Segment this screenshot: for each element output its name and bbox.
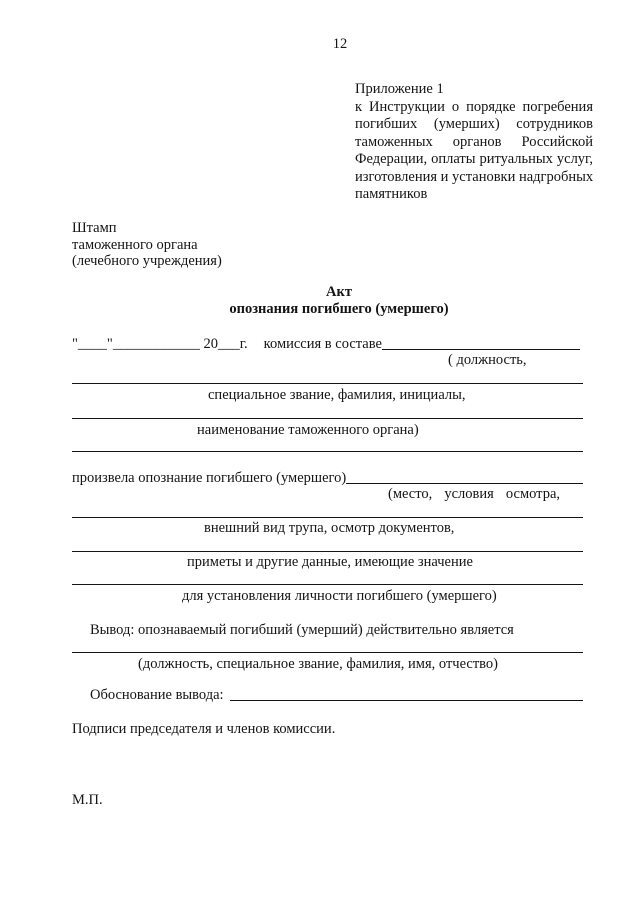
appendix-line: памятников — [355, 186, 428, 202]
conclusion-hint: (должность, специальное звание, фамилия, имя, отчество) — [138, 656, 498, 672]
stamp-block — [72, 220, 222, 270]
justification-row — [90, 687, 583, 704]
stamp-line: таможенного органа — [72, 236, 198, 253]
blank-line — [72, 517, 583, 518]
identification-fill-line — [346, 483, 583, 484]
appendix-line: таможенных органов Российской — [355, 133, 593, 150]
commission-hint-customs-body: наименование таможенного органа) — [197, 422, 419, 438]
identification-hint-appearance: внешний вид трупа, осмотр документов, — [204, 520, 455, 536]
stamp-line: Штамп — [72, 220, 117, 236]
date-commission-row — [72, 336, 580, 353]
blank-line — [72, 418, 583, 419]
date-blank: "____"____________ 20___г. — [72, 336, 248, 352]
act-subtitle: опознания погибшего (умершего) — [229, 301, 449, 317]
blank-line — [72, 551, 583, 552]
blank-line — [72, 652, 583, 653]
identification-hint-place: (место, условия осмотра, — [388, 486, 560, 502]
commission-label: комиссия в составе — [263, 336, 382, 352]
commission-hint-rank-name: специальное звание, фамилия, инициалы, — [208, 387, 466, 403]
blank-line — [72, 451, 583, 452]
appendix-line: Федерации, оплаты ритуальных услуг, — [355, 151, 593, 167]
signatures-label: Подписи председателя и членов комиссии. — [72, 721, 336, 737]
act-title-block — [139, 284, 539, 318]
commission-fill-line — [382, 349, 580, 350]
identification-row — [72, 470, 583, 487]
appendix-note — [355, 81, 593, 204]
seal-label: М.П. — [72, 792, 103, 808]
appendix-line: изготовления и установки надгробных — [355, 168, 594, 185]
page-number: 12 — [332, 36, 348, 52]
appendix-title: Приложение 1 — [355, 81, 444, 97]
appendix-line: к Инструкции о порядке погребения — [355, 98, 593, 115]
identification-hint-identity: для установления личности погибшего (умершего) — [182, 588, 497, 604]
act-title: Акт — [326, 284, 352, 300]
identification-hint-features: приметы и другие данные, имеющие значение — [187, 554, 473, 570]
justification-fill-line — [230, 700, 583, 701]
blank-line — [72, 383, 583, 384]
commission-hint-position: ( должность, — [448, 352, 527, 368]
conclusion-label: Вывод: опознаваемый погибший (умерший) действительно является — [90, 622, 514, 638]
stamp-line: (лечебного учреждения) — [72, 253, 222, 269]
identification-label: произвела опознание погибшего (умершего) — [72, 470, 347, 486]
justification-label: Обоснование вывода: — [90, 687, 224, 703]
appendix-line: погибших (умерших) сотрудников — [355, 116, 593, 132]
blank-line — [72, 584, 583, 585]
